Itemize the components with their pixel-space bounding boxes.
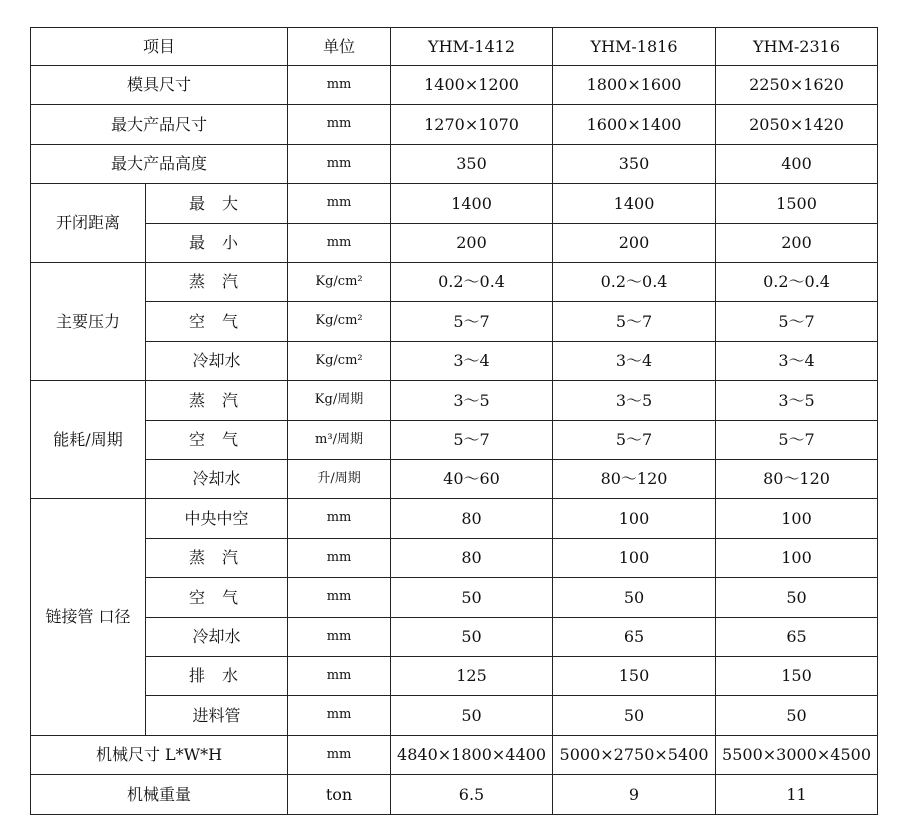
cell-value: 1600×1400 bbox=[553, 105, 716, 145]
cell-value: 100 bbox=[716, 499, 878, 539]
cell-value: 200 bbox=[716, 224, 878, 263]
cell-value: 1400×1200 bbox=[391, 66, 553, 105]
cell-value: 50 bbox=[391, 578, 553, 618]
row-unit: mm bbox=[288, 105, 391, 145]
cell-value: 350 bbox=[553, 145, 716, 184]
cell-value: 100 bbox=[553, 499, 716, 539]
header-model: YHM-2316 bbox=[716, 28, 878, 66]
cell-value: 3～4 bbox=[716, 342, 878, 381]
cell-value: 65 bbox=[716, 618, 878, 657]
cell-value: 150 bbox=[716, 657, 878, 696]
row-unit: mm bbox=[288, 736, 391, 775]
cell-value: 2050×1420 bbox=[716, 105, 878, 145]
row-label: 最大产品高度 bbox=[31, 145, 288, 184]
cell-value: 6.5 bbox=[391, 775, 553, 815]
group-label: 主要压力 bbox=[31, 263, 146, 381]
cell-value: 65 bbox=[553, 618, 716, 657]
row-label: 冷却水 bbox=[146, 342, 288, 381]
cell-value: 3～5 bbox=[716, 381, 878, 421]
row-unit: mm bbox=[288, 539, 391, 578]
row-unit: mm bbox=[288, 66, 391, 105]
cell-value: 5000×2750×5400 bbox=[553, 736, 716, 775]
table-row bbox=[31, 736, 878, 775]
table-row bbox=[31, 105, 878, 145]
cell-value: 80 bbox=[391, 499, 553, 539]
cell-value: 50 bbox=[716, 578, 878, 618]
cell-value: 350 bbox=[391, 145, 553, 184]
table-row bbox=[31, 696, 878, 736]
header-unit: 单位 bbox=[288, 28, 391, 66]
row-unit: ton bbox=[288, 775, 391, 815]
cell-value: 1800×1600 bbox=[553, 66, 716, 105]
header-model: YHM-1412 bbox=[391, 28, 553, 66]
row-unit: mm bbox=[288, 184, 391, 224]
table-row bbox=[31, 618, 878, 657]
row-unit: 升/周期 bbox=[288, 460, 391, 499]
cell-value: 5500×3000×4500 bbox=[716, 736, 878, 775]
table-row bbox=[31, 145, 878, 184]
cell-value: 100 bbox=[553, 539, 716, 578]
cell-value: 40～60 bbox=[391, 460, 553, 499]
row-label: 最大产品尺寸 bbox=[31, 105, 288, 145]
table-row bbox=[31, 302, 878, 342]
row-label: 中央中空 bbox=[146, 499, 288, 539]
row-label: 机械尺寸 L*W*H bbox=[31, 736, 288, 775]
row-unit: Kg/周期 bbox=[288, 381, 391, 421]
row-unit: m³/周期 bbox=[288, 421, 391, 460]
row-unit: mm bbox=[288, 224, 391, 263]
row-unit: Kg/cm² bbox=[288, 342, 391, 381]
cell-value: 0.2～0.4 bbox=[716, 263, 878, 302]
row-label: 冷却水 bbox=[146, 618, 288, 657]
row-label: 最 小 bbox=[146, 224, 288, 263]
cell-value: 5～7 bbox=[391, 302, 553, 342]
cell-value: 0.2～0.4 bbox=[391, 263, 553, 302]
cell-value: 200 bbox=[553, 224, 716, 263]
group-label: 开闭距离 bbox=[31, 184, 146, 263]
table-row bbox=[31, 184, 878, 224]
cell-value: 80～120 bbox=[553, 460, 716, 499]
cell-value: 3～4 bbox=[553, 342, 716, 381]
table-row bbox=[31, 421, 878, 460]
row-unit: mm bbox=[288, 145, 391, 184]
row-unit: mm bbox=[288, 618, 391, 657]
cell-value: 5～7 bbox=[553, 302, 716, 342]
cell-value: 150 bbox=[553, 657, 716, 696]
cell-value: 0.2～0.4 bbox=[553, 263, 716, 302]
table-row bbox=[31, 578, 878, 618]
cell-value: 50 bbox=[553, 696, 716, 736]
group-label: 链接管 口径 bbox=[31, 499, 146, 736]
cell-value: 80～120 bbox=[716, 460, 878, 499]
row-label: 进料管 bbox=[146, 696, 288, 736]
row-unit: Kg/cm² bbox=[288, 302, 391, 342]
cell-value: 100 bbox=[716, 539, 878, 578]
row-label: 机械重量 bbox=[31, 775, 288, 815]
row-label: 空 气 bbox=[146, 421, 288, 460]
header-model: YHM-1816 bbox=[553, 28, 716, 66]
table-row bbox=[31, 539, 878, 578]
row-unit: mm bbox=[288, 578, 391, 618]
row-unit: mm bbox=[288, 696, 391, 736]
cell-value: 3～5 bbox=[553, 381, 716, 421]
row-label: 蒸 汽 bbox=[146, 539, 288, 578]
table-row bbox=[31, 381, 878, 421]
cell-value: 3～5 bbox=[391, 381, 553, 421]
cell-value: 1500 bbox=[716, 184, 878, 224]
spec-table bbox=[30, 27, 878, 815]
cell-value: 5～7 bbox=[391, 421, 553, 460]
cell-value: 50 bbox=[553, 578, 716, 618]
cell-value: 50 bbox=[391, 618, 553, 657]
row-unit: mm bbox=[288, 657, 391, 696]
row-label: 蒸 汽 bbox=[146, 381, 288, 421]
row-label: 排 水 bbox=[146, 657, 288, 696]
table-row bbox=[31, 263, 878, 302]
cell-value: 50 bbox=[716, 696, 878, 736]
cell-value: 400 bbox=[716, 145, 878, 184]
cell-value: 2250×1620 bbox=[716, 66, 878, 105]
cell-value: 80 bbox=[391, 539, 553, 578]
row-label: 蒸 汽 bbox=[146, 263, 288, 302]
table-row bbox=[31, 657, 878, 696]
row-label: 模具尺寸 bbox=[31, 66, 288, 105]
cell-value: 125 bbox=[391, 657, 553, 696]
cell-value: 3～4 bbox=[391, 342, 553, 381]
row-label: 空 气 bbox=[146, 578, 288, 618]
cell-value: 5～7 bbox=[553, 421, 716, 460]
header-row bbox=[31, 28, 878, 66]
table-row bbox=[31, 66, 878, 105]
row-unit: mm bbox=[288, 499, 391, 539]
cell-value: 50 bbox=[391, 696, 553, 736]
cell-value: 200 bbox=[391, 224, 553, 263]
cell-value: 4840×1800×4400 bbox=[391, 736, 553, 775]
table-row bbox=[31, 499, 878, 539]
table-row bbox=[31, 460, 878, 499]
cell-value: 5～7 bbox=[716, 421, 878, 460]
table-row bbox=[31, 224, 878, 263]
row-label: 最 大 bbox=[146, 184, 288, 224]
cell-value: 9 bbox=[553, 775, 716, 815]
row-label: 空 气 bbox=[146, 302, 288, 342]
cell-value: 1270×1070 bbox=[391, 105, 553, 145]
header-item: 项目 bbox=[31, 28, 288, 66]
cell-value: 5～7 bbox=[716, 302, 878, 342]
row-unit: Kg/cm² bbox=[288, 263, 391, 302]
cell-value: 11 bbox=[716, 775, 878, 815]
row-label: 冷却水 bbox=[146, 460, 288, 499]
cell-value: 1400 bbox=[391, 184, 553, 224]
cell-value: 1400 bbox=[553, 184, 716, 224]
table-row bbox=[31, 775, 878, 815]
table-row bbox=[31, 342, 878, 381]
group-label: 能耗/周期 bbox=[31, 381, 146, 499]
